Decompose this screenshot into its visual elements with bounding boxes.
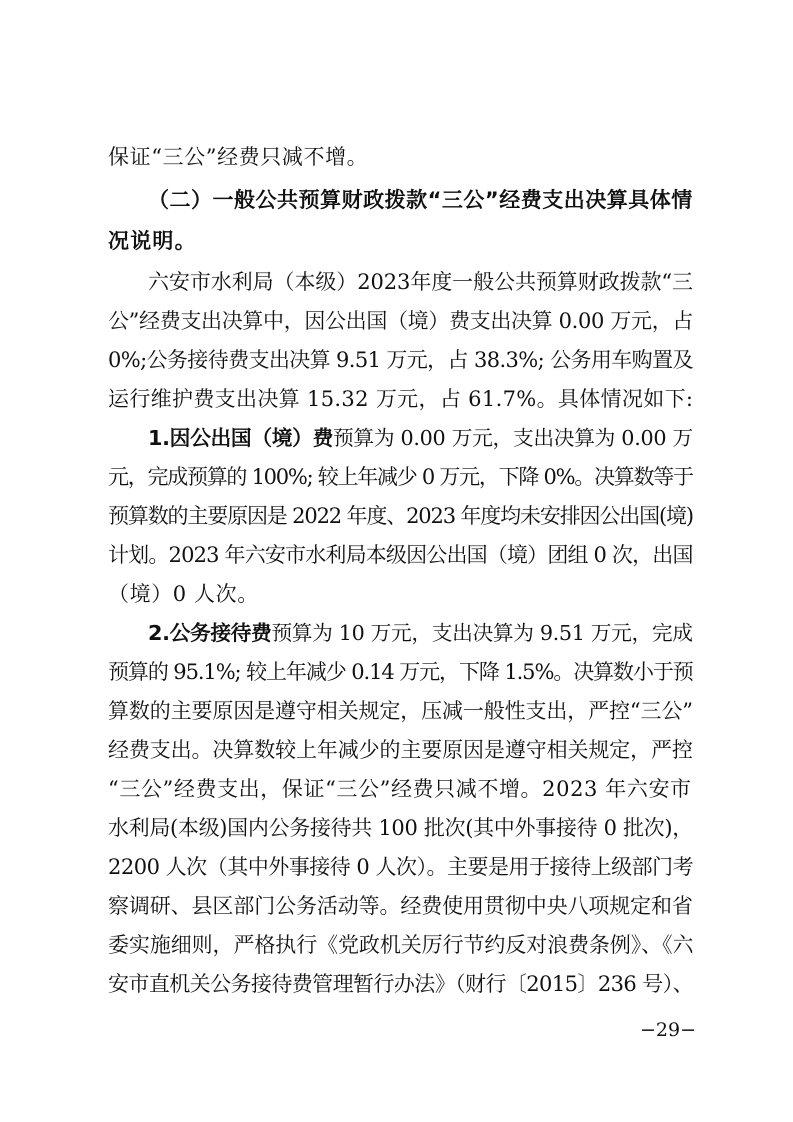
overview-line4: 运行维护费支出决算 15.32 万元，占 61.7%。具体情况如下: bbox=[108, 387, 694, 411]
item1-line4: 计划。2023 年六安市水利局本级因公出国（境）团组 0 次，出国 bbox=[108, 543, 693, 567]
item1-line3: 预算数的主要原因是 2022 年度、2023 年度均未安排因公出国(境) bbox=[108, 504, 693, 528]
item2-line8: 察调研、县区部门公务活动等。经费使用贯彻中央八项规定和省 bbox=[108, 894, 693, 918]
overview-line2: 公”经费支出决算中，因公出国（境）费支出决算 0.00 万元，占 bbox=[108, 309, 694, 333]
item2-line1 bbox=[148, 619, 693, 647]
page-number: −29− bbox=[639, 1019, 696, 1041]
item2-line1-text: 预算为 10 万元，支出决算为 9.51 万元，完成 bbox=[271, 621, 693, 645]
item2-line9: 委实施细则，严格执行《党政机关厉行节约反对浪费条例》、《六 bbox=[108, 933, 694, 957]
item1-title: 1.因公出国（境）费 bbox=[148, 426, 333, 450]
overview-line3: 0%;公务接待费支出决算 9.51 万元，占 38.3%; 公务用车购置及 bbox=[108, 348, 693, 372]
item2-title: 2.公务接待费 bbox=[148, 621, 272, 645]
paragraph-continuation: 保证“三公”经费只减不增。 bbox=[108, 145, 369, 169]
item1-line2: 元，完成预算的 100%; 较上年减少 0 万元，下降 0%。决算数等于 bbox=[108, 465, 693, 489]
item1-line1-text: 预算为 0.00 万元，支出决算为 0.00 万 bbox=[333, 426, 693, 450]
item2-line6: 水利局(本级)国内公务接待共 100 批次(其中外事接待 0 批次)， bbox=[108, 816, 693, 840]
item1-line1 bbox=[148, 424, 693, 452]
section-heading-line1: （二）一般公共预算财政拨款“三公”经费支出决算具体情 bbox=[148, 188, 693, 212]
item2-line7: 2200 人次（其中外事接待 0 人次）。主要是用于接待上级部门考 bbox=[108, 855, 694, 879]
item2-line3: 算数的主要原因是遵守相关规定，压减一般性支出，严控“三公” bbox=[108, 699, 693, 723]
section-heading-line2: 况说明。 bbox=[108, 229, 197, 253]
overview-line1: 六安市水利局（本级）2023年度一般公共预算财政拨款“三 bbox=[148, 270, 693, 294]
item1-line5: （境）0 人次。 bbox=[108, 582, 259, 606]
item2-line2: 预算的 95.1%; 较上年减少 0.14 万元，下降 1.5%。决算数小于预 bbox=[108, 660, 693, 684]
item2-line5: “三公”经费支出，保证“三公”经费只减不增。2023 年六安市 bbox=[108, 777, 692, 801]
item2-line4: 经费支出。决算数较上年减少的主要原因是遵守相关规定，严控 bbox=[108, 738, 693, 762]
item2-line10: 安市直机关公务接待费管理暂行办法》（财行〔2015〕236 号）、 bbox=[108, 972, 693, 996]
